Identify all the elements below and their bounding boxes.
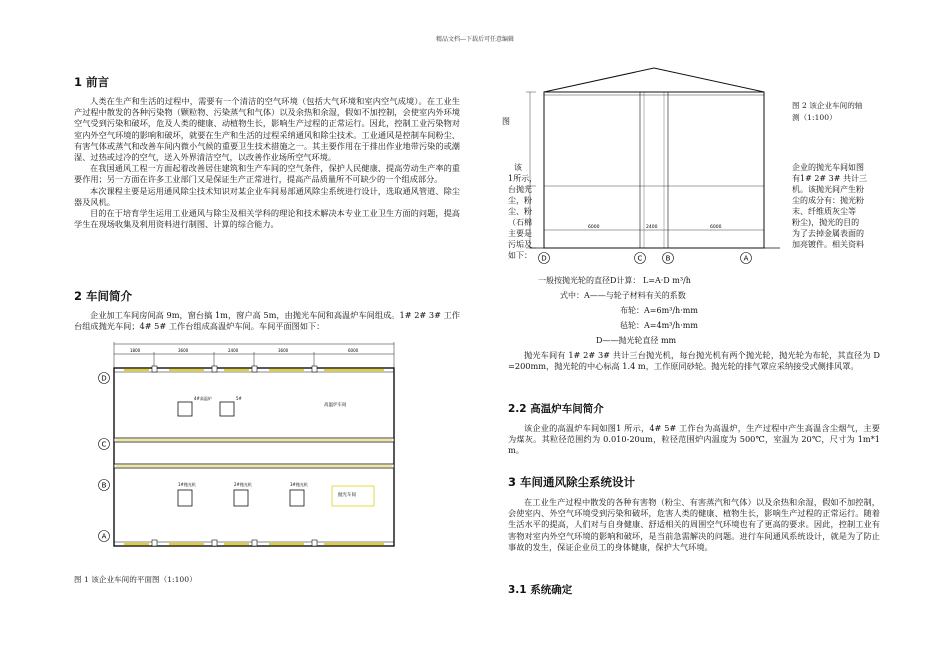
section-1-body — [74, 96, 460, 230]
paragraph: 在我国通风工程一方面起着改善居住建筑和生产车间的空气条件，保护人民健康、提高劳动生产率的重要作用；另一方面在许多工业部门又是保证生产正常进行，提高产品质量所不可缺少的一个组成部分。 — [74, 163, 460, 185]
bench-label: 3#抛光机 — [290, 482, 308, 487]
section-2-2-body — [508, 423, 880, 457]
paragraph: 目的在于培育学生运用工业通风与除尘及相关学科的理论和技术解决本专业工业卫生方面的问题，提高学生在现场收集及利用资料进行制图、计算的综合能力。 — [74, 208, 460, 230]
axis-label: A — [101, 532, 107, 541]
bench-label: 5# — [236, 396, 242, 401]
axis-label: B — [101, 481, 107, 490]
polisher-1 — [178, 490, 192, 506]
bench-label: 2#抛光机 — [234, 482, 252, 487]
polisher-2 — [234, 490, 248, 506]
text-line: 尘的成分有：抛光粉 — [792, 196, 864, 205]
outer-wall — [114, 368, 394, 546]
dimension-label: 3600 — [178, 348, 189, 353]
text-line: 污垢及 — [508, 240, 532, 249]
room-label: 高温炉车间 — [324, 403, 347, 408]
dimension-label: 6000 — [348, 348, 359, 353]
paragraph: 在工业生产过程中散发的各种有害物（粉尘、有害蒸汽和气体）以及余热和余湿，假如不加控制，会使室内、外空气环境受到污染和破坏，危害人类的健康、植物生长，影响生产过程的正常运行。随着生活水平的提高，人们对与自身健康、舒适相关的周围空气环境也有了更高的要求。因此，控制工业有害物对室内外空气环境的影响和破坏，是当前急需解决的问题。进行车间通风系统设计，就是为了防止事故的发生，保证企业员工的身体健康，保护大气环境。 — [508, 497, 880, 552]
paragraph: 该企业的高温炉车间如图1 所示，4# 5# 工作台为高温炉，生产过程中产生高温含尘烟气，主要为煤灰。其粒径范围约为 0.010-20um，粒径范围炉内温度为 500℃，室温为 20℃，尺寸为 1m*1m。 — [508, 423, 880, 456]
text-line: 粉尘)，抛光的目的 — [792, 218, 860, 227]
text-line: 加亮镀件。相关资料 — [792, 240, 864, 249]
furnace-4 — [178, 402, 192, 416]
section-2-body — [74, 310, 460, 332]
formula-felt: 毡轮：A=4m³/h·mm — [620, 321, 698, 330]
section-2-2-title: 2.2 高温炉车间简介 — [508, 403, 604, 415]
formula-diameter: D——抛光轮直径 mm — [596, 336, 677, 345]
text-line: 1所示， — [508, 174, 538, 183]
text-line: 尘，粉 — [508, 196, 532, 205]
axis-label: D — [541, 254, 547, 263]
left-wrap-column — [508, 162, 552, 261]
dimension-label: 6000 — [588, 225, 600, 230]
room-label: 抛光车间 — [338, 493, 356, 498]
dimension-label: 2400 — [228, 348, 239, 353]
formula-intro: 一般按抛光轮的直径D计算： L=A·D m³/h — [538, 276, 691, 285]
text-line: 如下： — [508, 251, 532, 260]
polishing-body — [508, 350, 880, 372]
axis-markers — [99, 373, 110, 542]
axis-label: B — [665, 254, 671, 263]
text-line: 末、纤维质灰尘等 — [792, 207, 856, 216]
text-line: 尘、粉 — [508, 207, 532, 216]
floor-plan-figure — [94, 340, 404, 568]
axis-label: C — [101, 440, 107, 449]
figure-1-caption: 图 1 该企业车间的平面图（1:100） — [74, 575, 197, 584]
text-line: 机。该抛光间产生粉 — [792, 185, 864, 194]
furnace-5 — [220, 402, 234, 416]
text-line: 为了去掉金属表面的 — [792, 229, 864, 238]
paragraph: 人类在生产和生活的过程中，需要有一个清洁的空气环境（包括大气环境和室内空气成境）。在工业生产过程中散发的各种污染物（颗粒物、污染蒸气和气体）以及余热和余湿，假如不加控制，会使室内外环境空气受到污染和破坏，危及人类的健康、动植物生长，影响生产过程的正常运行。因此，控制工业污染物对室内外空气环境的影响和破坏，就要在生产和生活的过程采纳通风和除尘技术。工业通风是控制车间粉尘、有害气体或蒸气和改善车间内微小气候的重要卫生技术措施之一。其主要作用在于排出作业地带污染的或潮湿、过热或过冷的空气，送入外界清洁空气，以改善作业场所空气环境。 — [74, 96, 460, 163]
axis-label: D — [101, 374, 107, 383]
axis-markers — [539, 253, 752, 264]
section-3-title: 3 车间通风除尘系统设计 — [508, 475, 636, 489]
polisher-3 — [290, 490, 304, 506]
dimension-label: 6000 — [710, 225, 722, 230]
axis-label: C — [637, 254, 643, 263]
text-line: （石棉 — [508, 218, 532, 227]
dimension-label: 3600 — [278, 348, 289, 353]
paragraph: 本次课程主要是运用通风除尘技术知识对某企业车间易部通风除尘系统进行设计，选取通风管道、除尘器及风机。 — [74, 185, 460, 207]
text-line: 台抛光 — [508, 185, 532, 194]
text-line: 该 — [514, 163, 522, 172]
axis-label: A — [743, 254, 749, 263]
section-3-body — [508, 497, 880, 553]
bench-label: 4#高温炉 — [194, 396, 212, 401]
formula-where: 式中：A——与轮子材料有关的系数 — [560, 291, 686, 300]
paragraph: 抛光车间有 1# 2# 3# 共计三台抛光机，每台抛光机有两个抛光轮，抛光轮为布轮，其直径为 D=200mm，抛光轮的中心标高 1.4 m，工作原同砂轮。抛光轮的排气罩应采纳接受式侧排风罩。 — [508, 350, 880, 372]
formula-cloth: 布轮：A=6m³/h·mm — [620, 306, 698, 315]
page-header: 精品文档---下载后可任意编辑 — [435, 36, 515, 43]
text-line: 有1# 2# 3# 共计三 — [792, 174, 868, 183]
text-line: 主要是 — [508, 229, 532, 238]
section-3-1-title: 3.1 系统确定 — [508, 584, 573, 596]
section-1-title: 1 前言 — [74, 75, 110, 89]
section-2-title: 2 车间简介 — [74, 289, 133, 303]
dimension-label: 2400 — [646, 225, 658, 230]
dimension-label: 1800 — [130, 348, 141, 353]
figure-2-caption: 图 2 该企业车间的轴测（1:100） — [792, 101, 863, 122]
right-wrap-column — [792, 162, 882, 250]
text-line: 企业的抛光车间如图 — [792, 163, 864, 172]
bench-label: 1#抛光机 — [178, 482, 196, 487]
paragraph: 企业加工车间房间高 9m，窗台搞 1m，窗户高 5m，由抛光车间和高温炉车间组成。1# 2# 3# 工作台组成抛光车间；4# 5# 工作台组成高温炉车间。车间平面图如下： — [74, 310, 460, 332]
figure-2-side-text: 图 — [502, 117, 510, 126]
